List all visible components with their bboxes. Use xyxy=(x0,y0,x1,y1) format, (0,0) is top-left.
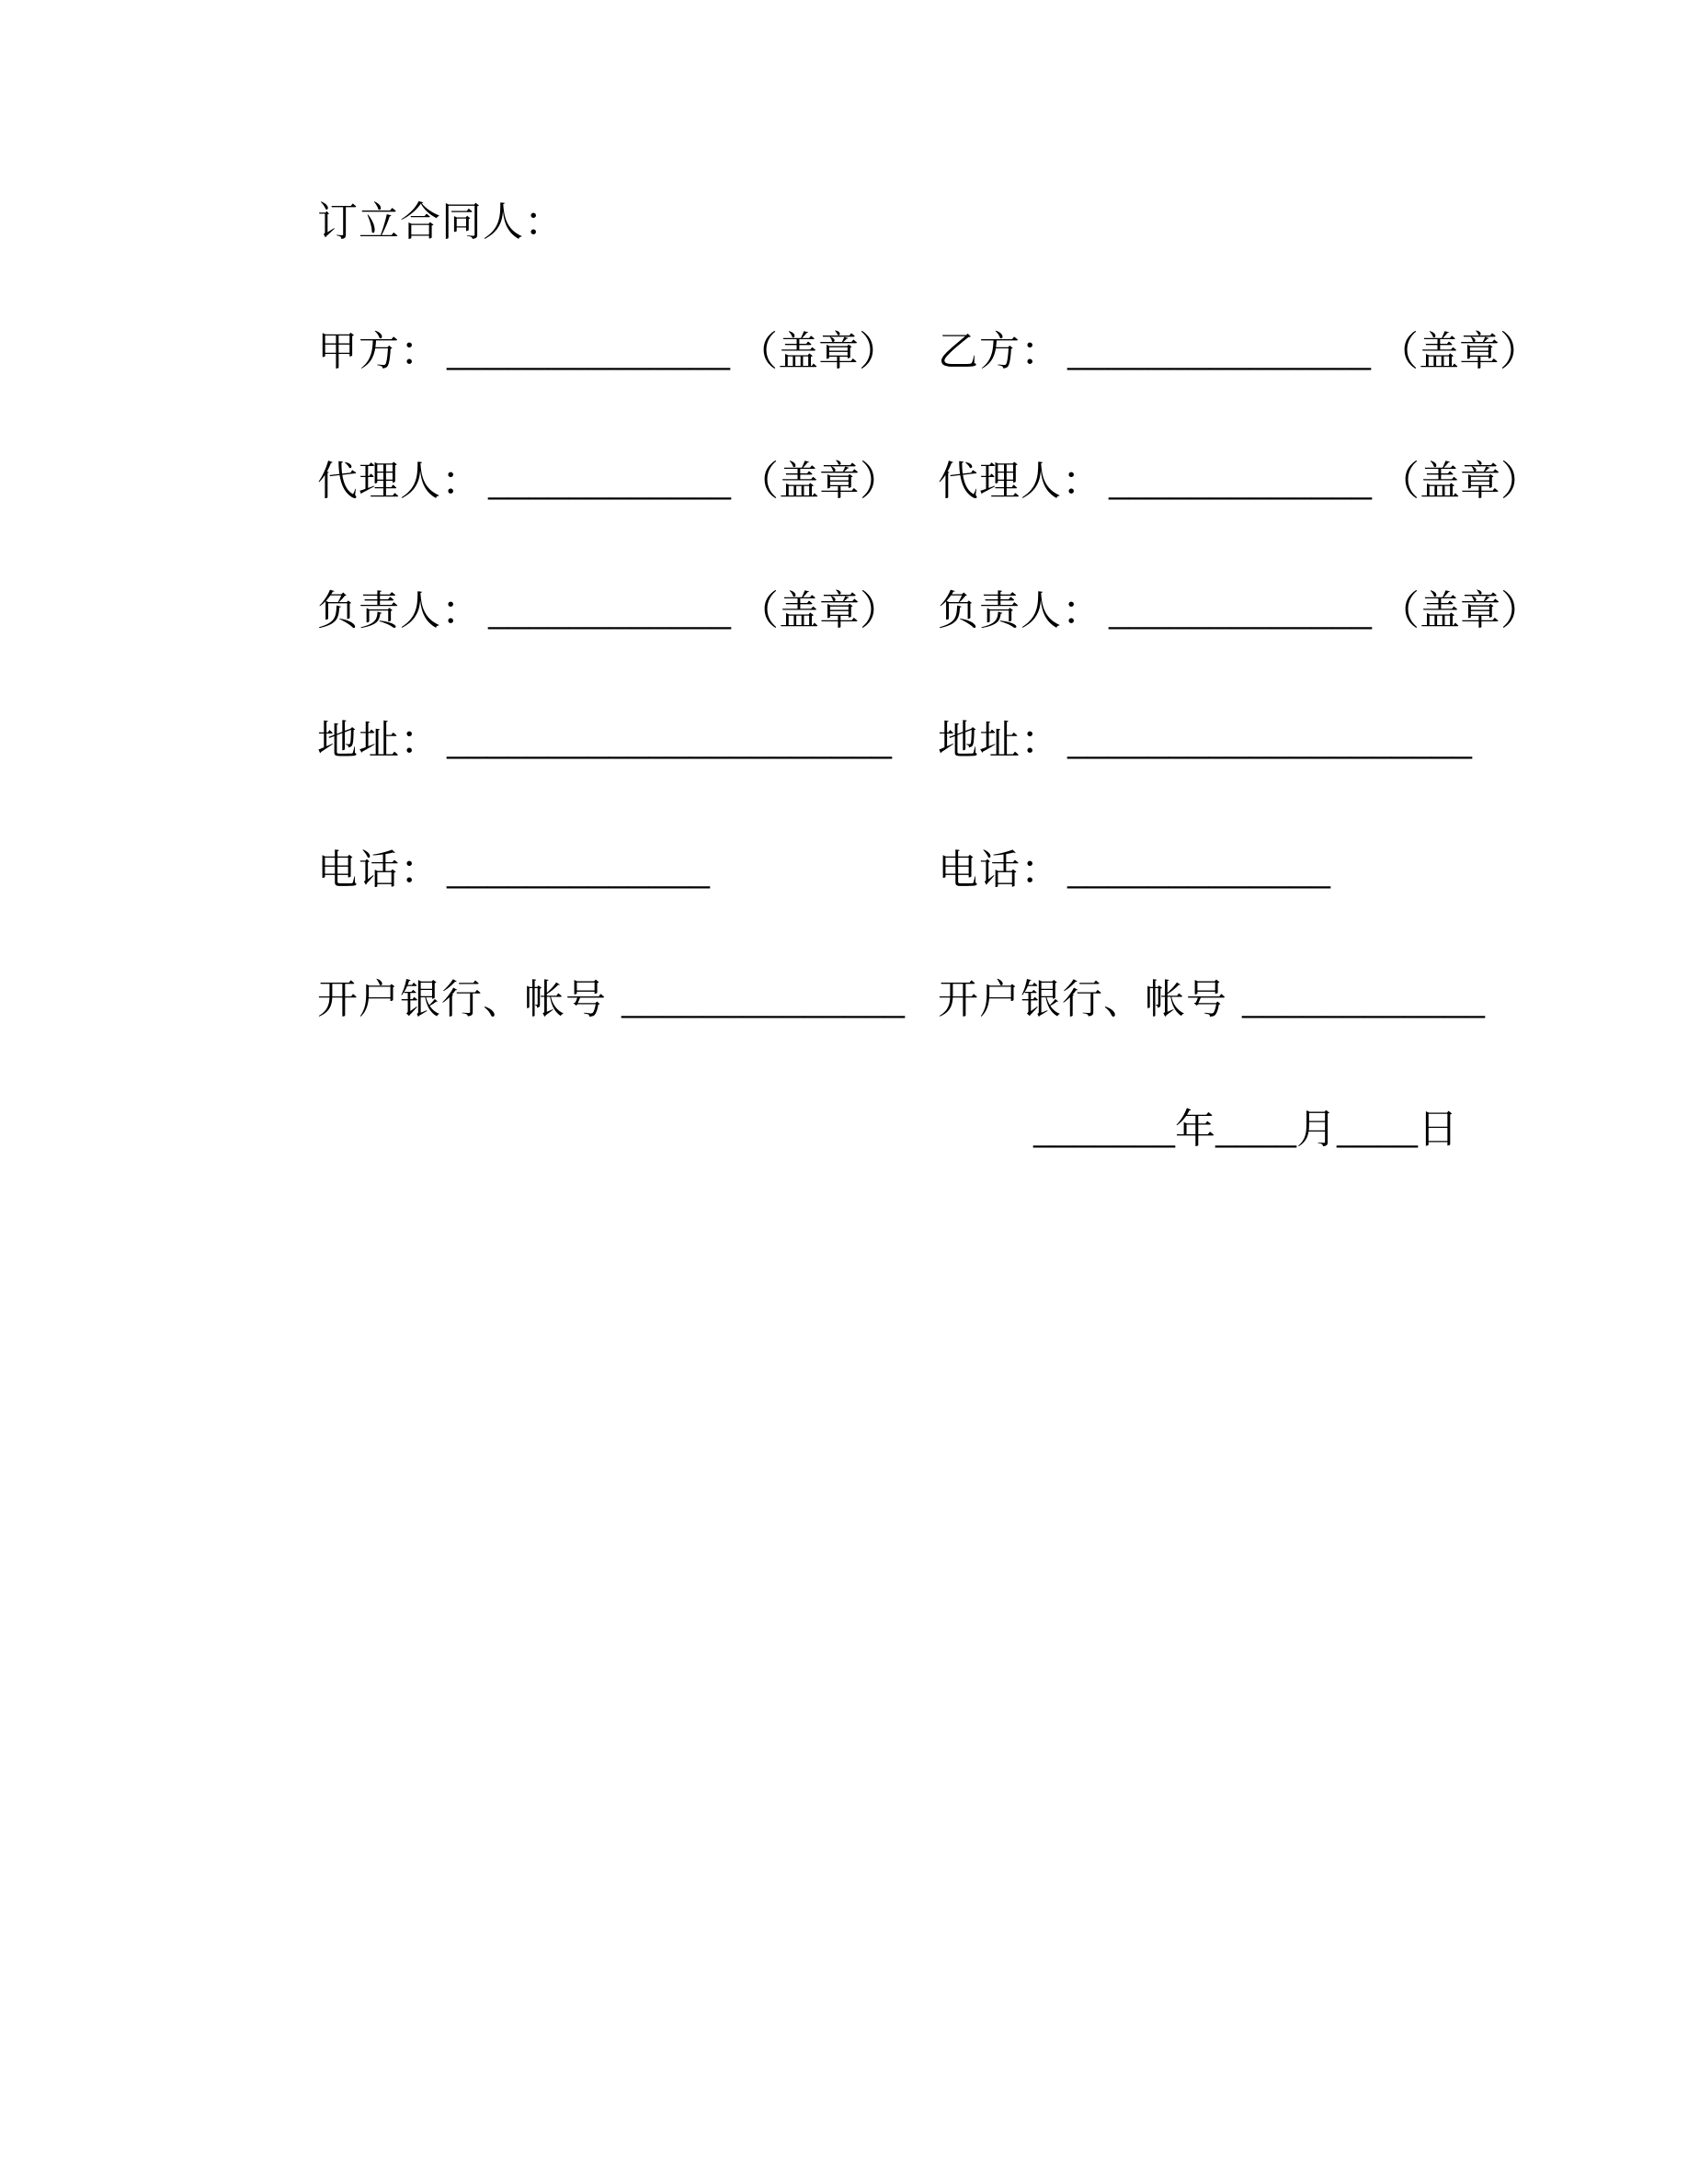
bank-b-field xyxy=(938,966,1485,1025)
party-a-label: 甲方： xyxy=(317,328,441,374)
principal-a-label: 负责人： xyxy=(317,587,483,633)
day-label: 日 xyxy=(1418,1106,1458,1152)
principal-b-field xyxy=(938,577,1541,636)
month-label: 月 xyxy=(1296,1106,1337,1152)
address-a-label: 地址： xyxy=(317,717,441,763)
agent-b-seal-label: （盖章） xyxy=(1379,458,1541,504)
bank-b-label: 开户银行、帐号 xyxy=(938,976,1227,1022)
year-label: 年 xyxy=(1175,1106,1215,1152)
month-blank-line: ____ xyxy=(1215,1106,1296,1152)
party-b-seal-label: （盖章） xyxy=(1378,328,1540,374)
year-blank-line: _______ xyxy=(1033,1106,1175,1152)
phone-b-label: 电话： xyxy=(938,847,1062,893)
agent-b-label: 代理人： xyxy=(938,458,1103,504)
agent-a-seal-label: （盖章） xyxy=(738,458,900,504)
title-row xyxy=(317,153,1476,282)
bank-b-blank-line: ____________ xyxy=(1242,976,1485,1022)
principal-row xyxy=(317,541,1541,671)
agent-a-blank-line: ____________ xyxy=(488,458,731,504)
signature-block xyxy=(317,153,1541,1189)
bank-a-label: 开户银行、帐号 xyxy=(317,976,607,1022)
party-a-seal-label: （盖章） xyxy=(737,328,899,374)
principal-a-seal-label: （盖章） xyxy=(738,587,900,633)
party-a-blank-line: ______________ xyxy=(447,328,730,374)
address-b-label: 地址： xyxy=(938,717,1062,763)
principal-b-label: 负责人： xyxy=(938,587,1103,633)
principal-a-field xyxy=(317,577,938,636)
address-a-field xyxy=(317,707,938,766)
bank-a-field xyxy=(317,966,938,1025)
agent-b-field xyxy=(938,448,1541,506)
phone-row xyxy=(317,801,1476,930)
party-a-field xyxy=(317,318,938,377)
page-title: 订立合同人： xyxy=(317,199,565,245)
party-row xyxy=(317,282,1540,412)
phone-b-blank-line: _____________ xyxy=(1067,847,1330,893)
address-row xyxy=(317,671,1476,801)
agent-a-field xyxy=(317,448,938,506)
principal-b-blank-line: _____________ xyxy=(1109,587,1372,633)
agent-a-label: 代理人： xyxy=(317,458,483,504)
agent-b-blank-line: _____________ xyxy=(1109,458,1372,504)
address-b-field xyxy=(938,707,1476,766)
date-field xyxy=(938,1096,1476,1155)
principal-b-seal-label: （盖章） xyxy=(1379,587,1541,633)
party-b-blank-line: _______________ xyxy=(1067,328,1371,374)
party-b-field xyxy=(938,318,1540,377)
phone-b-field xyxy=(938,836,1476,895)
date-row xyxy=(317,1060,1476,1189)
party-b-label: 乙方： xyxy=(938,328,1062,374)
bank-row xyxy=(317,930,1485,1060)
bank-a-blank-line: ______________ xyxy=(622,976,905,1022)
phone-a-blank-line: _____________ xyxy=(447,847,710,893)
phone-a-field xyxy=(317,836,938,895)
date-line xyxy=(1033,1096,1458,1155)
phone-a-label: 电话： xyxy=(317,847,441,893)
address-b-blank-line: ____________________ xyxy=(1067,717,1472,763)
principal-a-blank-line: ____________ xyxy=(488,587,731,633)
agent-row xyxy=(317,412,1541,541)
day-blank-line: ____ xyxy=(1337,1106,1418,1152)
address-a-blank-line: ______________________ xyxy=(447,717,892,763)
